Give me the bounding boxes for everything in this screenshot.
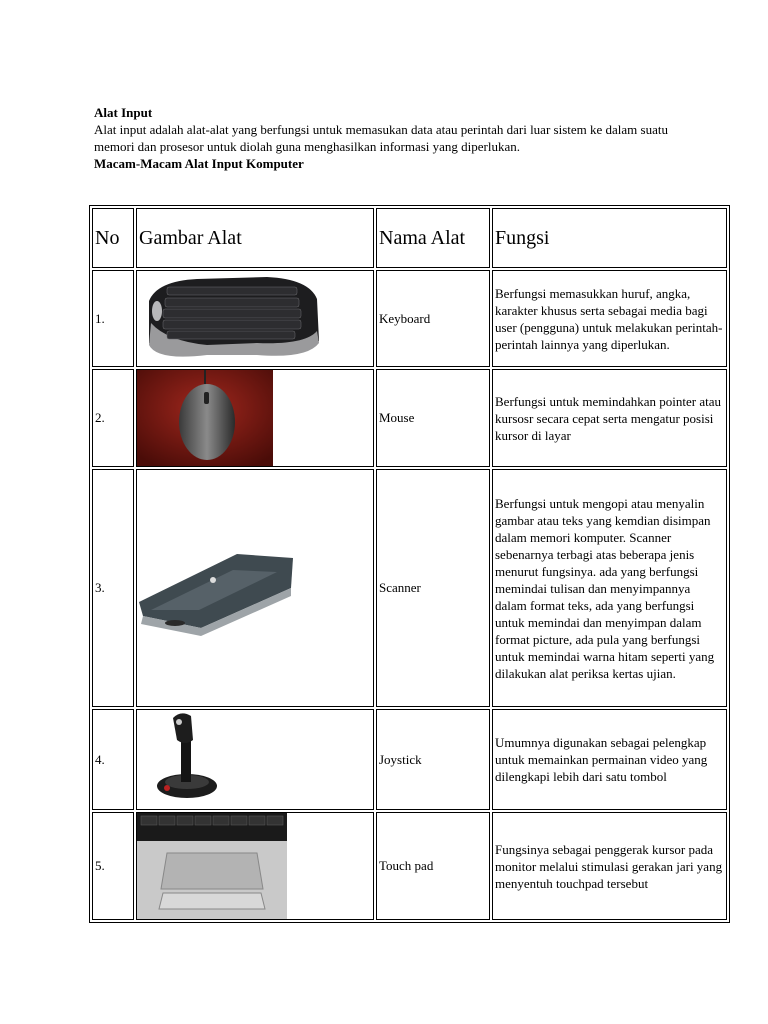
row-number: 2. (92, 369, 134, 467)
scanner-image (137, 470, 373, 706)
row-name: Joystick (376, 709, 490, 810)
table-row (92, 709, 727, 810)
table-row (92, 812, 727, 920)
table-row (92, 469, 727, 707)
row-fungsi: Berfungsi untuk memindahkan pointer atau kursosr secara cepat serta mengatur posisi kursor di layar (492, 369, 727, 467)
intro-subheading: Macam-Macam Alat Input Komputer (94, 156, 304, 171)
row-image-cell (136, 812, 374, 920)
intro-heading: Alat Input (94, 105, 153, 120)
header-no: No (92, 208, 134, 268)
header-fungsi: Fungsi (492, 208, 727, 268)
row-name: Mouse (376, 369, 490, 467)
row-number: 1. (92, 270, 134, 367)
header-nama: Nama Alat (376, 208, 490, 268)
row-image-cell (136, 469, 374, 707)
row-fungsi: Berfungsi untuk mengopi atau menyalin gambar atau teks yang kemdian disimpan dalam memori komputer. Scanner sebenarnya terbagi atas beberapa jenis menurut fungsinya. ada yang berfungsi memindai tulisan dan menyimpannya dalam format teks, ada yang berfungsi untuk memindai dan menyimpan dalam format picture, ada pula yang berfungsi untuk memindai warna hitam seperti yang dilakukan alat periksa kertas ujian. (492, 469, 727, 707)
row-image-cell (136, 270, 374, 367)
intro-section (94, 104, 684, 172)
row-name: Keyboard (376, 270, 490, 367)
row-fungsi: Umumnya digunakan sebagai pelengkap untuk memainkan permainan video yang dilengkapi lebih dari satu tombol (492, 709, 727, 810)
keyboard-image (137, 271, 323, 366)
header-gambar: Gambar Alat (136, 208, 374, 268)
table-row (92, 270, 727, 367)
table-row (92, 369, 727, 467)
row-fungsi: Berfungsi memasukkan huruf, angka, karakter khusus serta sebagai media bagi user (pengguna) untuk melakukan perintah-perintah lainnya yang diperlukan. (492, 270, 727, 367)
input-devices-table (89, 205, 730, 923)
row-fungsi: Fungsinya sebagai penggerak kursor pada monitor melalui stimulasi gerakan jari yang menyentuh touchpad tersebut (492, 812, 727, 920)
row-image-cell (136, 709, 374, 810)
row-name: Scanner (376, 469, 490, 707)
row-number: 4. (92, 709, 134, 810)
row-image-cell (136, 369, 374, 467)
row-name: Touch pad (376, 812, 490, 920)
intro-paragraph: Alat input adalah alat-alat yang berfungsi untuk memasukan data atau perintah dari luar sistem ke dalam suatu memori dan prosesor untuk diolah guna menghasilkan informasi yang diperlukan. (94, 122, 668, 154)
table-header-row (92, 208, 727, 268)
joystick-image (137, 710, 221, 809)
touchpad-image (137, 813, 287, 919)
mouse-image (137, 370, 273, 466)
row-number: 5. (92, 812, 134, 920)
row-number: 3. (92, 469, 134, 707)
